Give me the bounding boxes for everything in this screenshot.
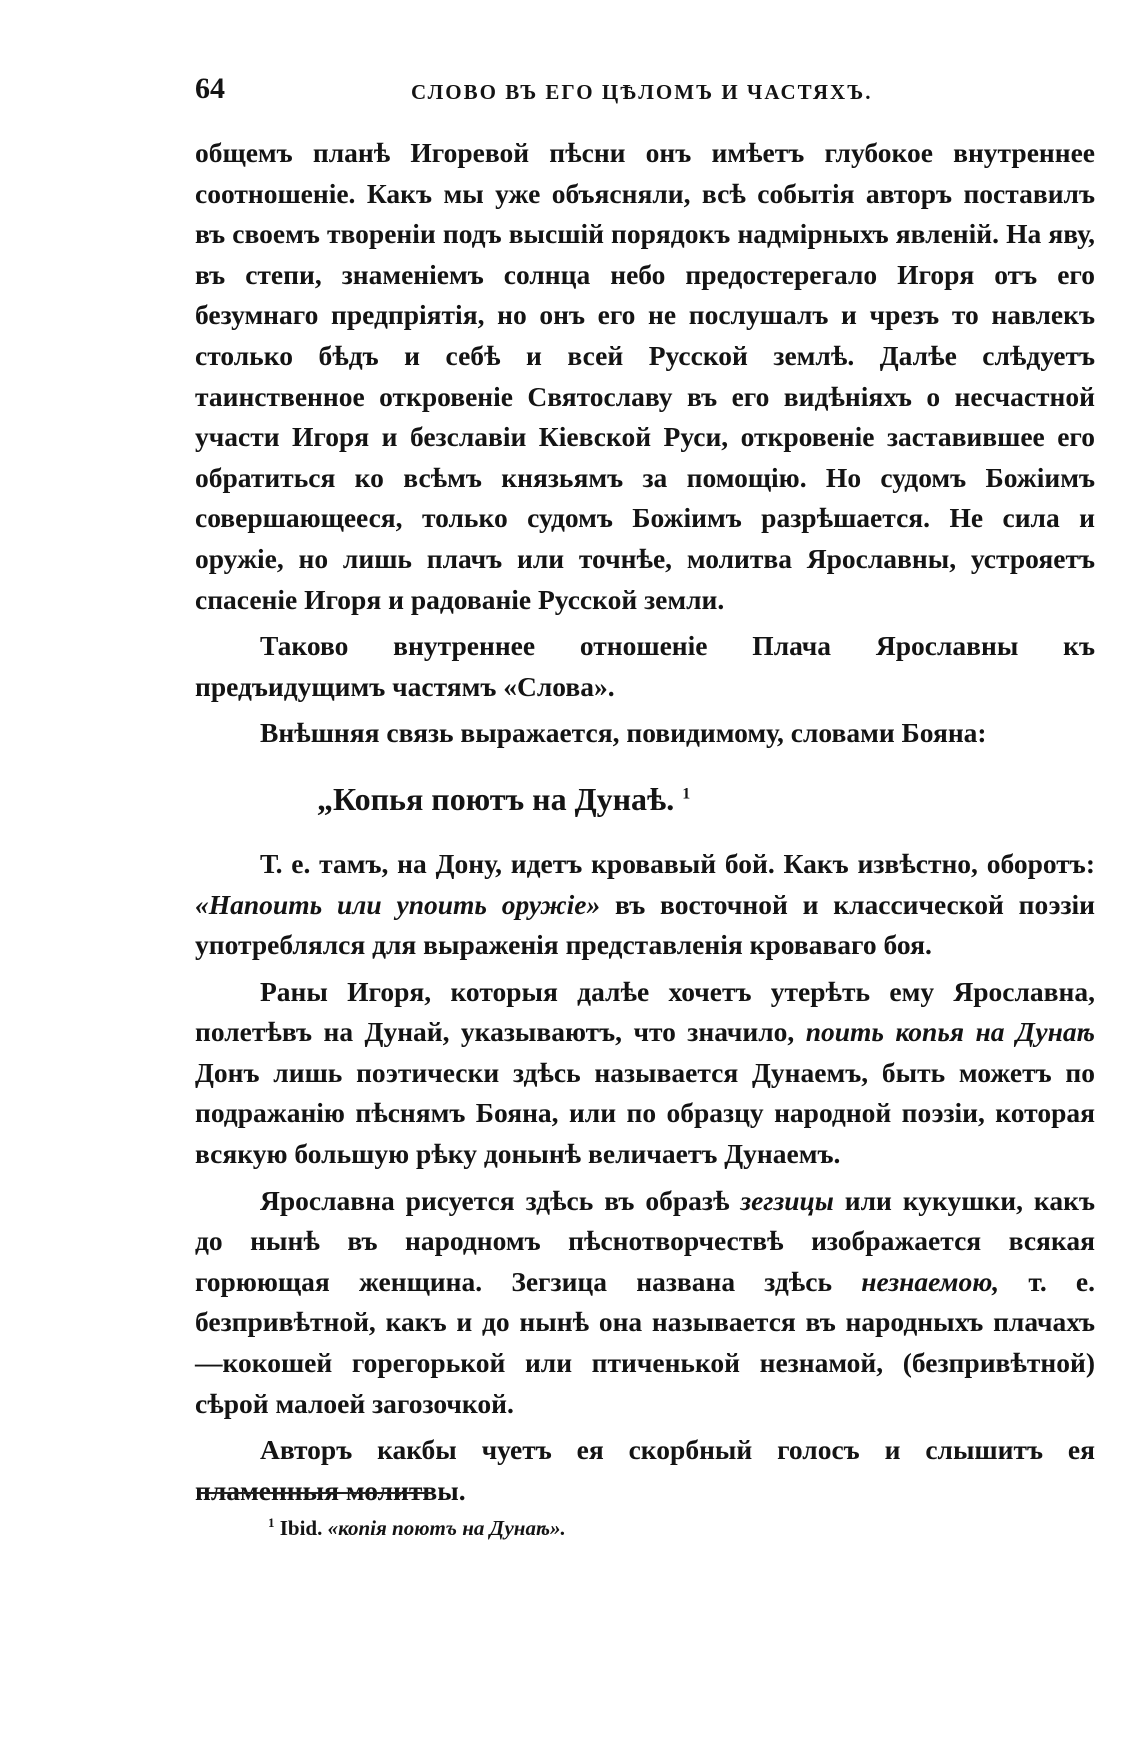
page-number: 64 [195,72,225,105]
paragraph-7: Авторъ какбы чуетъ ея скорбный голосъ и слышитъ ея пламенныя молитвы. [195,1434,1095,1506]
paragraph-6 [195,1181,1095,1425]
footnote-divider [200,1492,432,1494]
paragraph-6-text-b: или кукушки, какъ до нынѣ въ народномъ пѣснотворчествѣ изображается всякая горюющая женщина. Зегзица названа здѣсь [195,1184,1095,1297]
footnote-text: «копія поютъ на Дунаѣ». [327,1516,566,1540]
paragraph-5-text-a: Раны Игоря, которыя далѣе хочетъ утерѣть ему Ярославна, полетѣвъ на Дунай, указываютъ, что значило, [195,975,1095,1048]
paragraph-4-text-a: Т. е. тамъ, на Дону, идетъ кровавый бой. Какъ извѣстно, оборотъ: [260,847,1095,879]
paragraph-6-italic-1: зегзицы [740,1184,834,1216]
footnote-mark: 1 [268,1515,275,1530]
footnote [268,1516,566,1541]
paragraph-4-italic: «Напоить или упоить оружіе» [195,888,601,920]
body-text [195,133,1095,1511]
footnote-ibid: Ibid. [279,1516,328,1540]
paragraph-5 [195,972,1095,1175]
footnote-reference: 1 [682,785,691,803]
paragraph-5-italic: поить копья на Дунаѣ [805,1016,1095,1048]
paragraph-4 [195,844,1095,966]
paragraph-4-text-b: въ восточной и классической поэзіи употреблялся для выраженія представленія кроваваго боя. [195,888,1095,961]
paragraph-5-text-b: Донъ лишь поэтически здѣсь называется Дунаемъ, быть можетъ по подражанію пѣснямъ Бояна, или по образцу народной поэзіи, которая всякую большую рѣку донынѣ величаетъ Дунаемъ. [195,1056,1095,1170]
boyan-quote [195,776,1095,822]
paragraph-6-italic-2: незнаемою, [861,1265,1000,1297]
paragraph-6-text-a: Ярославна рисуется здѣсь въ образѣ [260,1184,741,1216]
paragraph-6-text-c: т. е. безпривѣтной, какъ и до нынѣ она называется въ народныхъ плачахъ—кокошей горегорькой или птиченькой незнамой, (безпривѣтной) сѣрой малоей загозочкой. [195,1265,1095,1419]
quote-text: „Копья поютъ на Дунаѣ. [317,780,675,817]
running-head [195,72,1095,112]
paragraph-1: общемъ планѣ Игоревой пѣсни онъ имѣетъ глубокое внутреннее соотношеніе. Какъ мы уже объясняли, всѣ событія авторъ поставилъ въ своемъ твореніи подъ высшій порядокъ надмірныхъ явленій. На яву, въ степи, знаменіемъ солнца небо предостерегало Игоря отъ его безумнаго предпріятія, но онъ его не послушалъ и чрезъ то навлекъ столько бѣдъ и себѣ и всей Русской землѣ. Далѣе слѣдуетъ таинственное откровеніе Святославу въ его видѣніяхъ о несчастной участи Игоря и безславіи Кіевской Руси, откровеніе заставившее его обратиться ко всѣмъ князьямъ за помощію. Но судомъ Божіимъ совершающееся, только судомъ Божіимъ разрѣшается. Не сила и оружіе, но лишь плачъ или точнѣе, молитва Ярославны, устрояетъ спасеніе Игоря и радованіе Русской земли. [195,137,1095,615]
paragraph-3: Внѣшняя связь выражается, повидимому, словами Бояна: [260,717,987,749]
paragraph-2: Таково внутреннее отношеніе Плача Ярославны къ предъидущимъ частямъ «Слова». [195,630,1095,702]
running-title: СЛОВО ВЪ ЕГО ЦѢЛОМЪ И ЧАСТЯХЪ. [411,80,873,104]
